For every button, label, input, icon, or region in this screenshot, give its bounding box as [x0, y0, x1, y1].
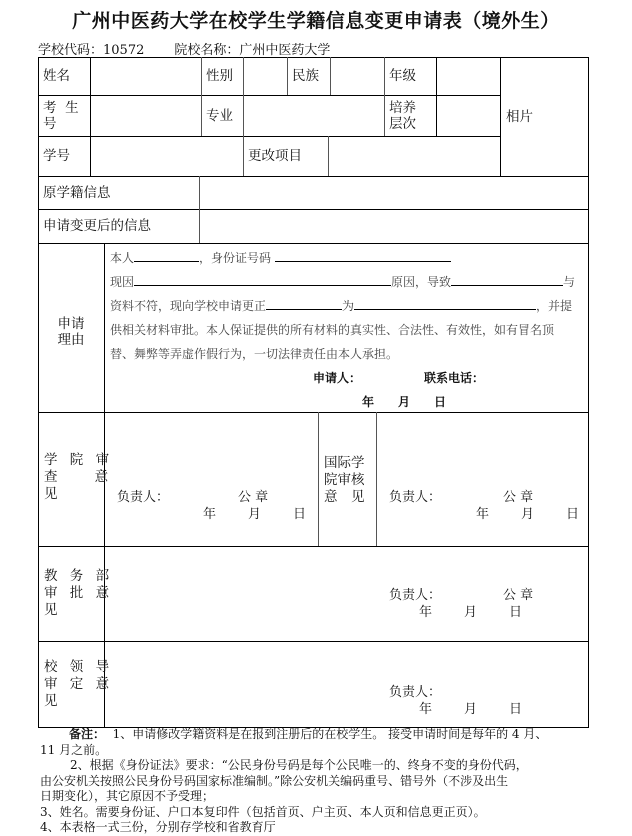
reason-text-to: 为 [342, 299, 355, 313]
reason-text-with: 与 [563, 275, 576, 289]
intl-review-label-line2: 院审核 [324, 472, 365, 488]
major-field[interactable] [244, 96, 384, 136]
academic-affairs-label [44, 568, 114, 619]
major-label: 专业 [206, 107, 233, 124]
reason-label-line1: 申请 [57, 315, 85, 332]
col-divider [318, 412, 319, 546]
changed-info-field[interactable] [200, 210, 588, 243]
photo-label: 相片 [506, 108, 533, 125]
training-level-field[interactable] [437, 96, 500, 136]
leadership-label-line1: 校 领 导 [44, 659, 114, 675]
reason-text-id: ，身份证号码 [199, 251, 272, 265]
school-code-label: 学校代码： [38, 43, 104, 58]
name-blank[interactable] [134, 248, 199, 262]
training-level-label [384, 95, 436, 136]
ethnicity-field[interactable] [331, 58, 384, 95]
school-name-label: 院校名称： [174, 43, 240, 58]
col-divider [104, 243, 105, 728]
phone-label: 联系电话： [424, 371, 485, 385]
ethnicity-label: 民族 [292, 68, 319, 84]
note-2-cont: 由公安机关按照公民身份号码国家标准编制。”除公安机关编码重号、错号外（不涉及出生 [40, 773, 509, 788]
school-name: 广州中医药大学 [239, 43, 331, 58]
leadership-label [44, 659, 114, 710]
college-review-label [44, 452, 114, 503]
reason-text-liability: 替、舞弊等弄虚作假行为，一切法律责任由本人承担。 [110, 347, 399, 361]
correct-from-blank[interactable] [266, 296, 342, 310]
applicant-date: 年 月 日 [362, 395, 447, 409]
name-field[interactable] [91, 58, 201, 95]
school-code: 10572 [103, 43, 145, 58]
exam-number-field[interactable] [91, 96, 201, 136]
row-divider [38, 243, 589, 244]
original-info-field[interactable] [200, 177, 588, 209]
col-divider [376, 412, 377, 546]
exam-number-label [38, 95, 90, 136]
leadership-responsible-label: 负责人： [389, 685, 442, 700]
row-divider [38, 641, 589, 642]
academic-affairs-label-line3: 见 [44, 602, 62, 618]
intl-review-label-line3: 意 见 [324, 489, 365, 505]
exam-number-label-line1: 考 生 [43, 99, 79, 116]
academic-date: 年 月 日 [419, 605, 525, 620]
reason-text-self: 本人 [110, 251, 135, 265]
reason-label-line2: 理由 [57, 331, 85, 348]
note-3: 3、姓名。需要身份证、户口本复印件（包括首页、户主页、本人页和信息更正页）。 [40, 804, 486, 819]
intl-review-label [324, 455, 376, 506]
intl-review-date: 年 月 日 [476, 507, 582, 522]
training-level-label-line2: 层次 [389, 115, 416, 132]
grade-label: 年级 [389, 68, 416, 84]
college-responsible-label: 负责人： [117, 490, 170, 505]
college-review-label-line1: 学 院 审 [44, 452, 114, 468]
note-1: 1、申请修改学籍资料是在报到注册后的在校学生。 接受申请时间是每年的 4 月、 [112, 727, 548, 741]
training-level-label-line1: 培养 [389, 99, 416, 116]
changed-info-label: 申请变更后的信息 [43, 218, 151, 234]
school-info [38, 39, 330, 58]
change-item-field[interactable] [329, 137, 500, 176]
note-4: 4、本表格一式三份，分别存学校和省教育厅 [40, 820, 276, 834]
row-divider [38, 546, 589, 547]
college-seal-label: 公 章 [238, 490, 269, 505]
college-review-date: 年 月 日 [203, 507, 309, 522]
college-review-label-line2: 查 意 [44, 469, 113, 485]
note-1-cont: 11 月之前。 [40, 742, 108, 757]
reason-text-result: 原因，导致 [391, 275, 452, 289]
grade-field[interactable] [437, 58, 500, 95]
notes [40, 727, 600, 836]
exam-number-label-line2: 号 [43, 115, 57, 132]
academic-affairs-label-line1: 教 务 部 [44, 568, 114, 584]
row-divider [38, 412, 589, 413]
result-blank[interactable] [451, 272, 563, 286]
applicant-label: 申请人： [313, 371, 362, 385]
reason-label [38, 243, 104, 412]
intl-seal-label: 公 章 [503, 490, 534, 505]
student-number-label: 学号 [43, 148, 70, 164]
original-info-label: 原学籍信息 [43, 184, 111, 201]
intl-review-label-line1: 国际学 [324, 455, 365, 471]
reason-text-mismatch: 资料不符，现向学校申请更正 [110, 299, 267, 313]
change-item-label: 更改项目 [248, 148, 302, 164]
academic-seal-label: 公 章 [503, 588, 534, 603]
student-number-field[interactable] [91, 137, 243, 176]
intl-responsible-label: 负责人： [389, 490, 442, 505]
note-2-end: 日期变化），其它原因不予受理； [40, 789, 215, 803]
notes-heading: 备注： [69, 727, 106, 741]
leadership-label-line2: 审 定 意 [44, 676, 114, 692]
college-review-label-line3: 见 [44, 486, 62, 502]
reason-text-guarantee: 供相关材料审批。本人保证提供的所有材料的真实性、合法性、有效性，如有冒名顶 [110, 323, 555, 337]
form-title: 广州中医药大学在校学生学籍信息变更申请表（境外生） [72, 10, 560, 32]
cause-blank[interactable] [134, 272, 391, 286]
gender-label: 性别 [206, 68, 233, 84]
id-number-blank[interactable] [275, 248, 451, 262]
name-label: 姓名 [43, 68, 70, 84]
academic-affairs-label-line2: 审 批 意 [44, 585, 114, 601]
correct-to-blank[interactable] [354, 296, 536, 310]
academic-responsible-label: 负责人： [389, 588, 442, 603]
note-2: 2、根据《身份证法》要求：“公民身份号码是每个公民唯一的、终身不变的身份代码， [70, 758, 528, 772]
reason-text-because: 现因 [110, 275, 135, 289]
reason-text-provide: ，并提 [536, 299, 573, 313]
leadership-date: 年 月 日 [419, 702, 525, 717]
gender-field[interactable] [244, 58, 287, 95]
leadership-label-line3: 见 [44, 693, 62, 709]
